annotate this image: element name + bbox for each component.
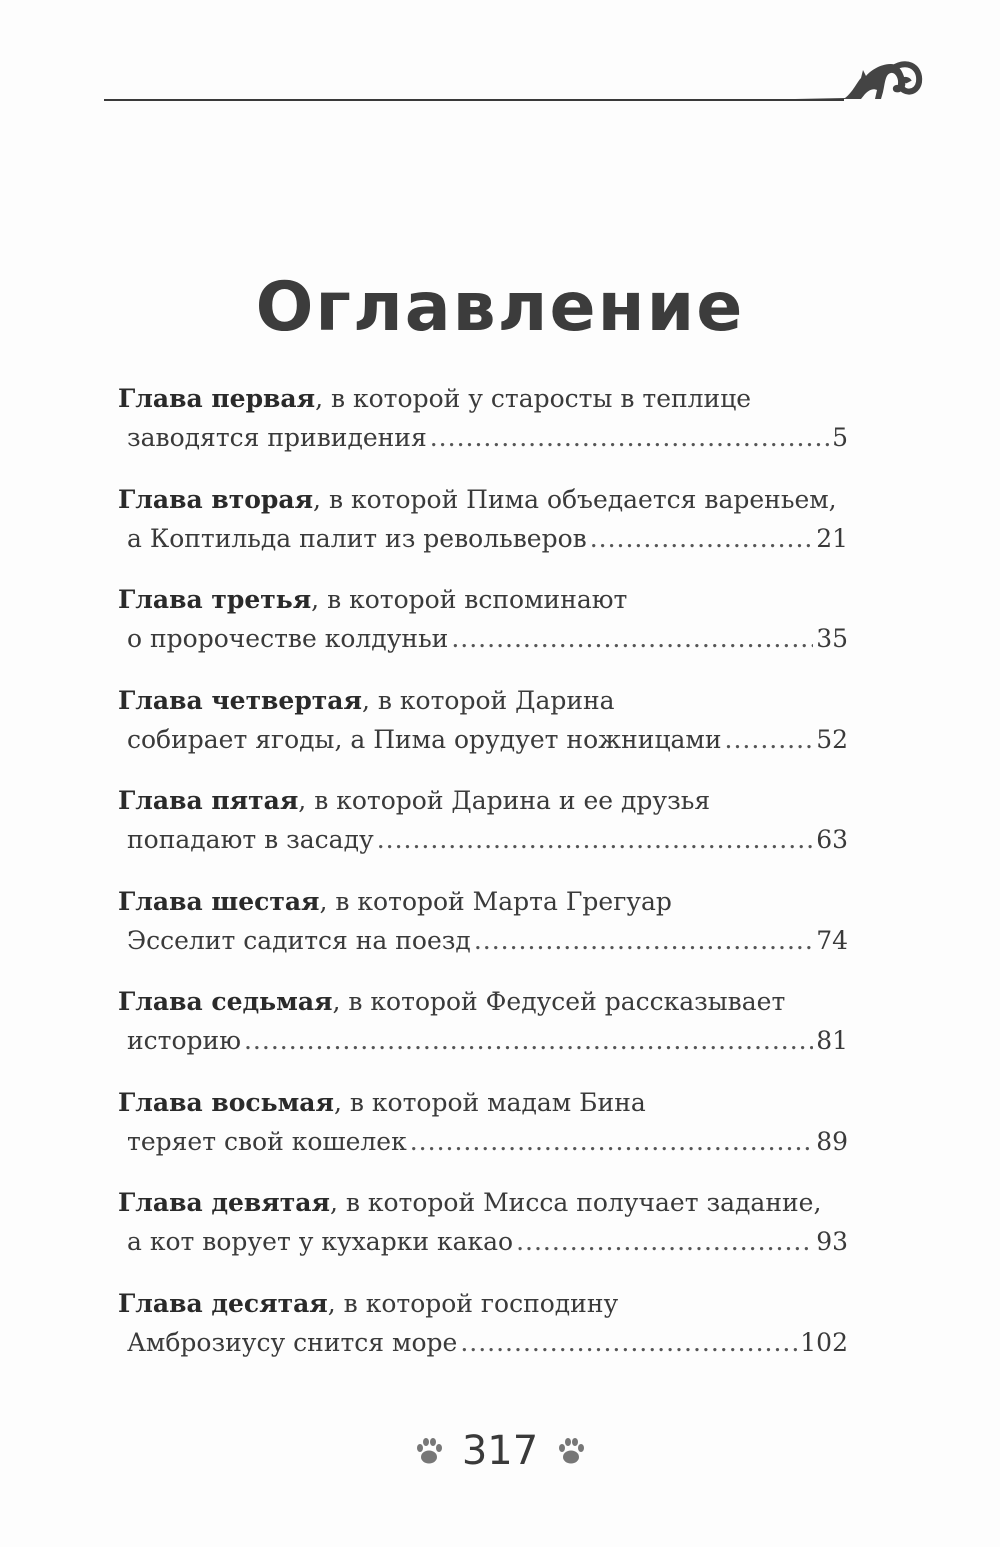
header-rule — [104, 99, 844, 101]
chapter-subtitle-cont: теряет свой кошелек — [127, 1126, 407, 1156]
chapter-subtitle-cont: заводятся привидения — [127, 423, 427, 452]
toc-entry — [118, 481, 848, 582]
chapter-subtitle-cont: попадают в засаду — [127, 825, 374, 854]
leader-dots — [244, 1021, 813, 1061]
page-ref: 93 — [816, 1227, 848, 1256]
chapter-name: Глава вторая — [118, 484, 314, 514]
paw-icon — [556, 1436, 586, 1466]
table-of-contents — [118, 380, 848, 1385]
page-ref: 74 — [816, 925, 848, 955]
toc-entry — [118, 380, 848, 481]
chapter-name: Глава пятая — [118, 786, 299, 815]
chapter-name: Глава третья — [118, 585, 312, 614]
page-ref: 89 — [816, 1126, 848, 1156]
page-title: Оглавление — [255, 268, 745, 347]
chapter-subtitle: , в которой Дарина — [361, 685, 615, 715]
chapter-subtitle-cont: историю — [127, 1026, 241, 1055]
chapter-subtitle: , в которой вспоминают — [311, 585, 628, 614]
page-footer — [0, 1428, 1000, 1474]
chapter-name: Глава первая — [118, 384, 316, 413]
leader-dots — [451, 619, 813, 659]
page-ref: 81 — [816, 1026, 848, 1055]
chapter-subtitle-cont: о пророчестве колдуньи — [127, 624, 449, 653]
toc-entry — [118, 883, 848, 984]
chapter-subtitle-cont: собирает ягоды, а Пима орудует ножницами — [127, 724, 722, 754]
leader-dots — [516, 1222, 813, 1262]
leader-dots — [430, 418, 829, 458]
cat-icon — [795, 52, 925, 104]
page-ref: 5 — [832, 423, 848, 452]
toc-entry — [118, 1285, 848, 1386]
chapter-name: Глава седьмая — [118, 987, 333, 1016]
chapter-name: Глава шестая — [118, 886, 320, 916]
chapter-subtitle-cont: а Коптильда палит из револьверов — [127, 523, 587, 553]
chapter-subtitle: , в которой Марта Грегуар — [319, 886, 672, 916]
chapter-subtitle: , в которой мадам Бина — [333, 1087, 646, 1117]
chapter-subtitle: , в которой Федусей рассказывает — [332, 987, 786, 1016]
page-ref: 52 — [816, 724, 848, 754]
toc-entry — [118, 1184, 848, 1285]
chapter-subtitle: , в которой Мисса получает задание, — [329, 1188, 822, 1217]
chapter-subtitle-cont: Эсселит садится на поезд — [127, 925, 471, 955]
toc-entry — [118, 782, 848, 883]
page-ref: 102 — [800, 1327, 848, 1357]
leader-dots — [725, 720, 814, 760]
toc-entry — [118, 581, 848, 682]
toc-entry — [118, 1084, 848, 1185]
page-ref: 21 — [816, 523, 848, 553]
page-ref: 35 — [816, 624, 848, 653]
page-ref: 63 — [816, 825, 848, 854]
leader-dots — [474, 921, 813, 961]
page-number: 317 — [461, 1428, 539, 1474]
chapter-subtitle: , в которой Пима объедается вареньем, — [313, 484, 837, 514]
toc-entry — [118, 682, 848, 783]
chapter-subtitle-cont: а кот ворует у кухарки какао — [127, 1227, 514, 1256]
leader-dots — [460, 1323, 797, 1363]
paw-icon — [414, 1436, 444, 1466]
chapter-subtitle-cont: Амброзиусу снится море — [127, 1327, 458, 1357]
chapter-subtitle: , в которой Дарина и ее друзья — [298, 786, 711, 815]
leader-dots — [590, 519, 813, 559]
chapter-name: Глава восьмая — [118, 1087, 334, 1117]
chapter-name: Глава десятая — [118, 1288, 328, 1318]
chapter-name: Глава девятая — [118, 1188, 330, 1217]
chapter-name: Глава четвертая — [118, 685, 362, 715]
leader-dots — [377, 820, 813, 860]
chapter-subtitle: , в которой у старосты в теплице — [315, 384, 752, 413]
chapter-subtitle: , в которой господину — [327, 1288, 619, 1318]
leader-dots — [410, 1122, 813, 1162]
toc-entry — [118, 983, 848, 1084]
